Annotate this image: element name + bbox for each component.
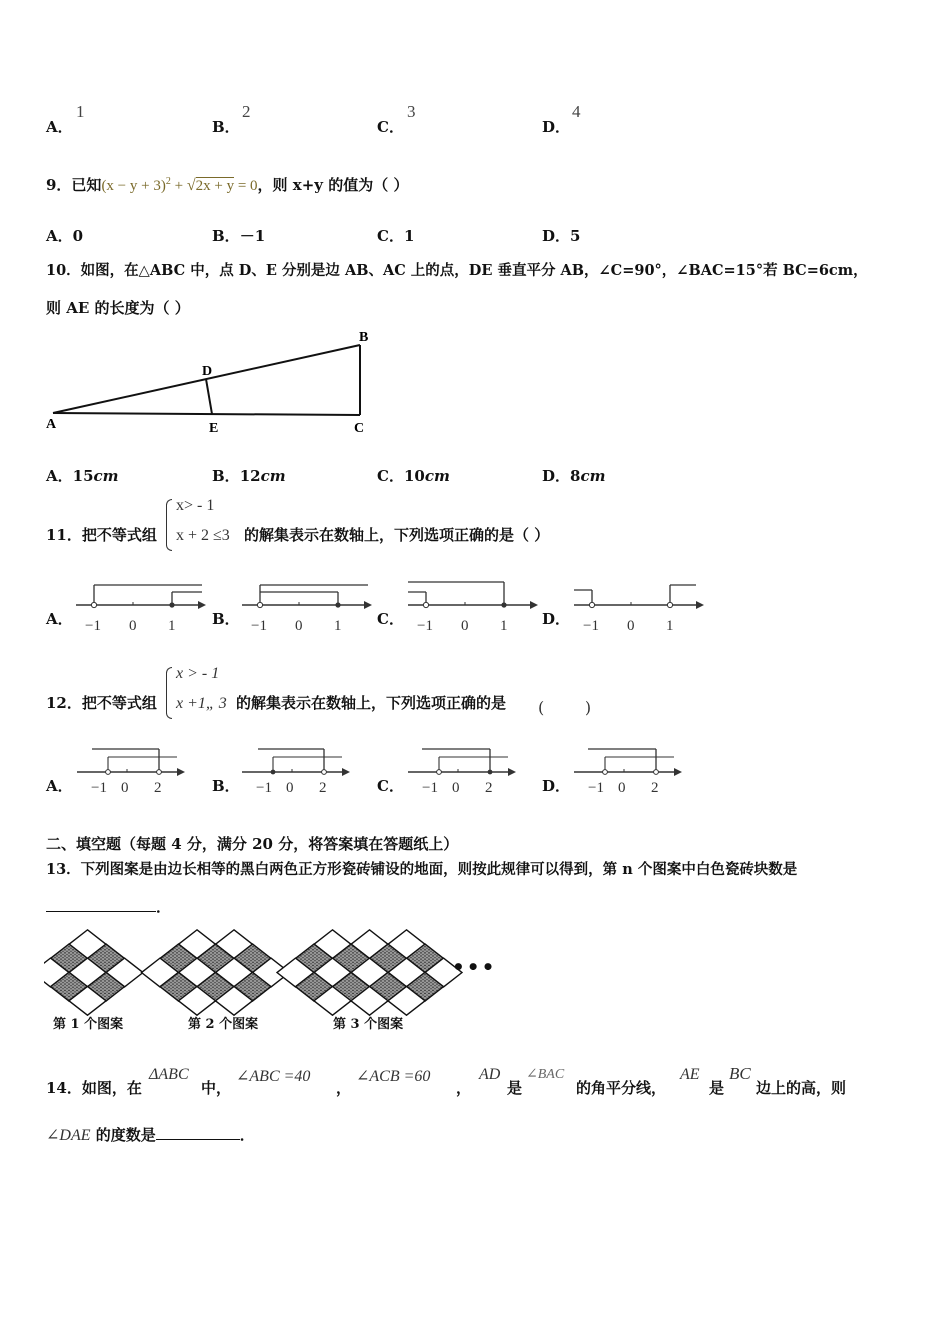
q12-number-line-b [240, 745, 352, 797]
q13-stem: 13．下列图案是由边长相等的黑白两色正方形瓷砖铺设的地面，则按此规律可以得到，第 n 个图案中白色瓷砖块数是 [46, 861, 798, 878]
q13-answer-blank[interactable] [46, 897, 156, 912]
q8-option-c: C． 3 [377, 102, 416, 136]
q12-option-a-letter: A． [46, 777, 73, 795]
label-c: C [354, 421, 365, 436]
section-heading-fill-in: 二、填空题（每题 4 分，满分 20 分，将答案填在答题纸上） [46, 835, 459, 853]
q13-answer-line: ． [46, 896, 171, 917]
svg-text:−1: −1 [91, 780, 107, 796]
q13-ellipsis: ••• [452, 955, 497, 979]
q10-option-c: C．10cm [377, 467, 450, 485]
q9-option-a: A．0 [46, 227, 84, 245]
q13-tile-patterns [44, 924, 497, 1016]
q12-number-line-d [572, 745, 684, 797]
q11-inequality-system [166, 497, 246, 553]
q11-number-line-a [72, 578, 207, 636]
q12-answer-paren: ( ) [538, 698, 592, 717]
svg-text:−1: −1 [251, 618, 267, 634]
q12-number-line-c [406, 745, 518, 797]
q11-inequality-1: x> - 1 [176, 497, 215, 514]
q10-option-a: A．15cm [46, 467, 119, 485]
svg-text:0: 0 [618, 780, 626, 796]
q8-option-a: A． 1 [46, 102, 85, 136]
label-d: D [202, 364, 213, 379]
q8-option-b: B． 2 [212, 102, 251, 136]
svg-text:−1: −1 [417, 618, 433, 634]
svg-text:1: 1 [334, 618, 342, 634]
q12-number-line-a [75, 745, 187, 797]
q9-option-d: D．5 [542, 227, 581, 245]
tile-groups [44, 930, 462, 1015]
q12-inequality-1: x > - 1 [176, 665, 220, 682]
svg-text:2: 2 [319, 780, 327, 796]
q12-option-c-letter: C． [377, 777, 404, 795]
svg-text:0: 0 [121, 780, 129, 796]
q11-option-c-letter: C． [377, 610, 404, 628]
q13-caption-3: 第 3 个图案 [333, 1017, 404, 1032]
q11-prefix: 11．把不等式组 [46, 526, 157, 544]
svg-text:0: 0 [452, 780, 460, 796]
q10-stem-line2: 则 AE 的长度为（ ） [46, 299, 190, 317]
svg-text:0: 0 [286, 780, 294, 796]
q8-option-d-value: 4 [572, 102, 581, 121]
segment-de [206, 379, 212, 414]
svg-text:1: 1 [666, 618, 674, 634]
q12-inequality-2: x +1„ 3 [176, 695, 227, 712]
svg-text:−1: −1 [422, 780, 438, 796]
q8-option-c-value: 3 [407, 102, 416, 121]
svg-text:−1: −1 [588, 780, 604, 796]
q11-number-line-b [238, 578, 373, 636]
svg-text:1: 1 [500, 618, 508, 634]
q9-option-c: C．1 [377, 227, 415, 245]
svg-text:−1: −1 [583, 618, 599, 634]
svg-text:0: 0 [627, 618, 635, 634]
svg-text:0: 0 [295, 618, 303, 634]
segment-ac [53, 413, 360, 415]
q8-option-d: D． 4 [542, 102, 581, 136]
q10-option-b: B．12cm [212, 467, 286, 485]
q14-stem-line1: 14．如图，在 ΔABC 中， ∠ABC =40 ， ∠ACB =60 ， AD 是 ∠BAC 的角平分线， AE 是 BC 边上的高，则 [46, 1064, 847, 1097]
q9-formula: $(x - y + 3)^2 + √2x + y = 0$ [101, 176, 258, 194]
svg-text:0: 0 [461, 618, 469, 634]
svg-text:−1: −1 [256, 780, 272, 796]
q11-option-d-letter: D． [542, 610, 571, 628]
svg-text:1: 1 [168, 618, 176, 634]
q12-prefix: 12．把不等式组 [46, 694, 157, 712]
q11-number-line-d [570, 578, 705, 636]
q12-option-b-letter: B． [212, 777, 240, 795]
q14-stem-line2: ∠DAE 的度数是 ． [46, 1126, 255, 1144]
q10-option-d: D．8cm [542, 467, 606, 485]
q9-option-b: B．－1 [212, 227, 266, 245]
svg-text:0: 0 [129, 618, 137, 634]
q12-option-d-letter: D． [542, 777, 571, 795]
q12-suffix: 的解集表示在数轴上，下列选项正确的是 [236, 694, 507, 712]
q11-suffix: 的解集表示在数轴上，下列选项正确的是（ ） [244, 526, 550, 544]
q8-option-b-value: 2 [242, 102, 251, 121]
q10-stem-line1: 10．如图，在△ABC 中，点 D、E 分别是边 AB、AC 上的点，DE 垂直平分 AB，∠C=90°，∠BAC=15°若 BC=6cm， [46, 262, 868, 279]
svg-text:−1: −1 [85, 618, 101, 634]
q11-option-b-letter: B． [212, 610, 240, 628]
q11-option-a-letter: A． [46, 610, 73, 628]
svg-text:2: 2 [485, 780, 493, 796]
svg-text:2: 2 [651, 780, 659, 796]
q10-triangle-figure [40, 325, 380, 440]
q9-stem: 9．已知$(x - y + 3)^2 + √2x + y = 0$，则 x+y 的值为（ ） [46, 176, 409, 194]
q11-number-line-c [404, 578, 539, 636]
q14-answer-blank[interactable] [156, 1125, 240, 1140]
svg-text:2: 2 [154, 780, 162, 796]
q13-caption-2: 第 2 个图案 [188, 1017, 259, 1032]
label-b: B [359, 330, 369, 345]
q12-inequality-system [166, 665, 246, 721]
q13-caption-1: 第 1 个图案 [53, 1017, 124, 1032]
q11-inequality-2: x + 2 ≤3 [176, 527, 230, 544]
label-e: E [209, 421, 219, 436]
q8-option-a-value: 1 [76, 102, 85, 121]
label-a: A [46, 417, 57, 432]
